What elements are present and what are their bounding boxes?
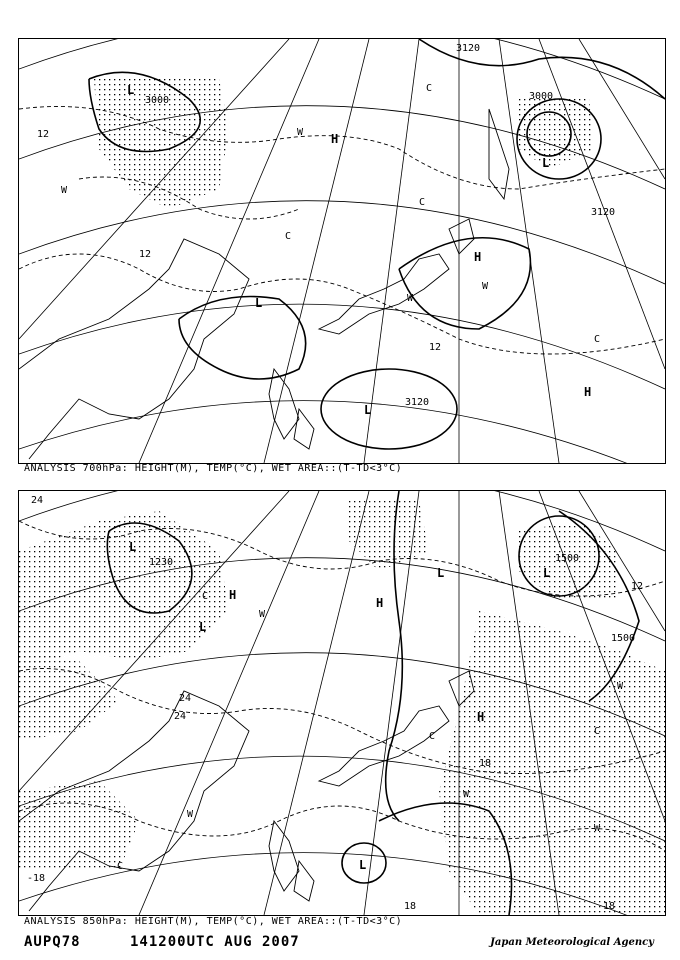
high-label: H [474, 250, 482, 264]
height-contour-label: 3000 [145, 95, 170, 106]
temp-contour-label: 12 [631, 581, 644, 592]
warm-label: W [594, 823, 601, 834]
high-label: H [331, 132, 339, 146]
map-panel-700hpa [18, 38, 666, 464]
coastlines [19, 109, 509, 459]
low-label: L [199, 620, 207, 634]
warm-label: W [482, 281, 489, 292]
bulletin-id: AUPQ78 [24, 934, 81, 950]
height-contour-label: 1500 [611, 633, 636, 644]
cold-label: C [117, 861, 124, 872]
valid-time: 141200UTC AUG 2007 [130, 934, 300, 950]
cold-label: C [202, 591, 209, 602]
warm-label: W [259, 609, 266, 620]
high-label: H [376, 596, 384, 610]
map-700hpa-svg [19, 39, 665, 463]
low-label: L [364, 403, 372, 417]
height-contour-label: 1230 [149, 557, 174, 568]
low-label: L [127, 83, 135, 97]
high-label: H [584, 385, 592, 399]
warm-label: W [61, 185, 68, 196]
map-panel-850hpa [18, 490, 666, 916]
low-label: L [359, 858, 367, 872]
height-contour-label: 3120 [405, 397, 430, 408]
cold-label: C [426, 83, 433, 94]
temp-contour-label: 18 [404, 901, 417, 912]
temp-contour-label: 18 [603, 901, 616, 912]
agency-credit: Japan Meteorological Agency [490, 937, 654, 948]
low-label: L [129, 540, 137, 554]
height-contour-label: 1500 [555, 553, 580, 564]
height-contour-label: 3120 [456, 43, 481, 54]
temp-contour-label: 24 [179, 693, 192, 704]
height-contour-label: 3000 [529, 91, 554, 102]
temp-contour-label: 18 [479, 758, 492, 769]
temp-contour-label: 12 [429, 342, 442, 353]
map-850hpa-svg [19, 491, 665, 915]
cold-label: C [285, 231, 292, 242]
panel-caption-700hpa: ANALYSIS 700hPa: HEIGHT(M), TEMP(°C), WET AREA::(T-TD<3°C) [24, 463, 403, 474]
cold-label: C [594, 726, 601, 737]
warm-label: W [463, 789, 470, 800]
low-label: L [542, 156, 550, 170]
cold-label: C [419, 197, 426, 208]
temp-contour-label: -18 [27, 873, 46, 884]
panel-caption-850hpa: ANALYSIS 850hPa: HEIGHT(M), TEMP(°C), WET AREA::(T-TD<3°C) [24, 916, 403, 927]
low-label: L [255, 296, 263, 310]
high-label: H [229, 588, 237, 602]
cold-label: C [429, 731, 436, 742]
low-label: L [543, 566, 551, 580]
warm-label: W [187, 809, 194, 820]
temp-contour-label: 12 [37, 129, 50, 140]
height-contour-label: 3120 [591, 207, 616, 218]
cold-label: C [594, 334, 601, 345]
temp-contour-label: 24 [31, 495, 44, 506]
warm-label: W [617, 681, 624, 692]
low-label: L [437, 566, 445, 580]
high-label: H [477, 710, 485, 724]
temp-contour-label: 12 [139, 249, 152, 260]
warm-label: W [297, 127, 304, 138]
warm-label: W [407, 293, 414, 304]
temp-contour-label: 24 [174, 711, 187, 722]
